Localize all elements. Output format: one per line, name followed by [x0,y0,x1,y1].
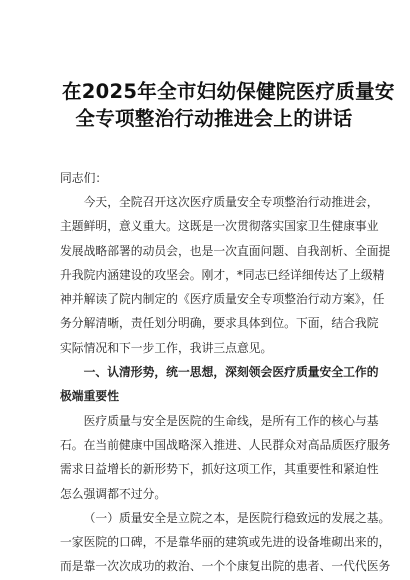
text-line: 而是靠一次次成功的救治、一个个康复出院的患者、一代代医务 [60,559,391,574]
text-line: 神并解读了院内制定的《医疗质量安全专项整治行动方案》，任 [60,292,385,307]
text-line: 实际情况和下一步工作，我讲三点意见。 [60,340,273,355]
text-line: 主题鲜明，意义重大。这既是一次贯彻落实国家卫生健康事业 [60,219,379,234]
document-title [60,78,395,132]
salutation: 同志们： [60,171,108,185]
text-line: 发展战略部署的动员会，也是一次直面问题、自我剖析、全面提 [60,243,391,258]
text-line: 怎么强调都不过分。 [60,486,167,501]
section-1-paragraph [60,409,391,506]
title-line: 全专项整治行动推进会上的讲话 [75,107,353,130]
text-line: 今天，全院召开这次医疗质量安全专项整治行动推进会， [83,195,379,209]
section-1-subpoint-1 [60,506,391,579]
text-line: 一家医院的口碑，不是靠华丽的建筑或先进的设备堆砌出来的， [60,535,391,550]
heading-line: 极端重要性 [60,389,119,404]
section-heading-1 [60,360,379,409]
heading-line: 一、认清形势，统一思想，深刻领会医疗质量安全工作的 [83,365,379,380]
text-line: 医疗质量与安全是医院的生命线，是所有工作的核心与基 [83,413,379,428]
text-line: 石。在当前健康中国战略深入推进、人民群众对高品质医疗服务 [60,437,391,452]
text-line: （一）质量安全是立院之本，是医院行稳致远的发展之基。 [83,510,391,525]
text-line: 需求日益增长的新形势下，抓好这项工作，其重要性和紧迫性 [60,462,379,477]
title-line: 在2025年全市妇幼保健院医疗质量安 [62,80,395,103]
intro-paragraph [60,190,391,360]
text-line: 务分解清晰，责任划分明确，要求具体到位。下面，结合我院 [60,316,379,331]
text-line: 升我院内涵建设的攻坚会。刚才，*同志已经详细传达了上级精 [60,267,385,282]
